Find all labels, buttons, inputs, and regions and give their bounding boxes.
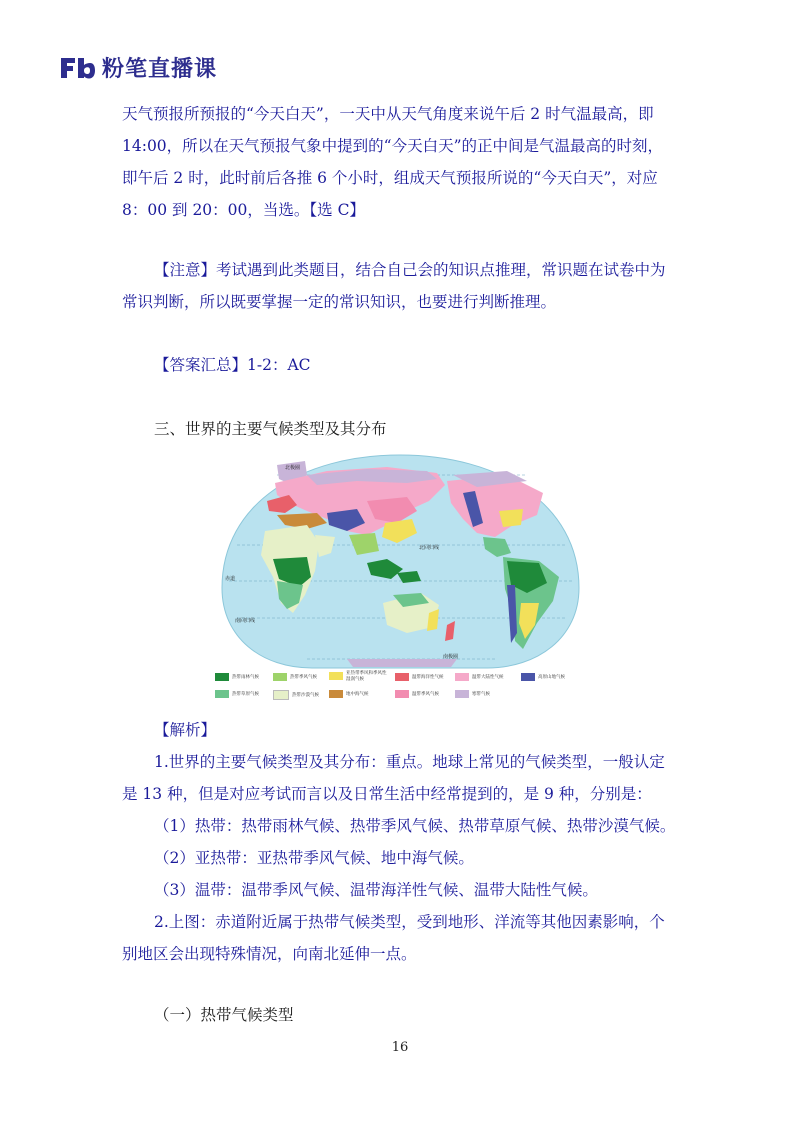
legend-item	[329, 670, 389, 682]
fenbi-logo-icon	[58, 55, 96, 81]
legend-swatch	[395, 673, 409, 681]
legend-label: 温带海洋性气候	[412, 675, 444, 680]
brand-name: 粉笔直播课	[102, 57, 218, 82]
equator-label: 赤道	[225, 576, 236, 582]
legend-item	[273, 690, 319, 700]
arctic-label: 北极圈	[285, 465, 301, 471]
legend-item	[273, 673, 317, 681]
legend-item	[521, 673, 565, 681]
text-line: （3）温带：温带季风气候、温带海洋性气候、温带大陆性气候。	[154, 881, 598, 899]
legend-swatch	[329, 690, 343, 698]
analysis-section	[122, 714, 682, 970]
text-line: 即午后 2 时，此时前后各推 6 个小时，组成天气预报所说的“今天白天”，对应	[122, 169, 658, 187]
legend-item	[329, 690, 369, 698]
text-line: 14:00，所以在天气预报气象中提到的“今天白天”的正中间是气温最高的时刻，	[122, 137, 664, 155]
antarctic-label: 南极圈	[443, 654, 459, 660]
legend-swatch	[329, 672, 343, 680]
text-line: 8：00 到 20：00，当选。【选 C】	[122, 201, 365, 219]
legend-label: 热带季风气候	[290, 675, 317, 680]
legend-label: 热带雨林气候	[232, 675, 259, 680]
legend-label: 亚热带季风和季风性湿润气候	[346, 671, 387, 682]
text-line: 【注意】考试遇到此类题目，结合自己会的知识点推理，常识题在试卷中为	[154, 261, 666, 279]
text-line: 2.上图：赤道附近属于热带气候类型，受到地形、洋流等其他因素影响，个	[154, 913, 665, 931]
legend-swatch	[215, 690, 229, 698]
text-line: 1.世界的主要气候类型及其分布：重点。地球上常见的气候类型，一般认定	[154, 753, 665, 771]
text-line: 是 13 种，但是对应考试而言以及日常生活中经常提到的，是 9 种，分别是：	[122, 785, 652, 803]
legend-swatch	[273, 690, 289, 700]
legend-item	[455, 690, 490, 698]
legend-swatch	[273, 673, 287, 681]
legend-label: 热带沙漠气候	[292, 693, 319, 698]
note-paragraph	[122, 254, 682, 318]
legend-label: 寒带气候	[472, 692, 490, 697]
legend-label: 地中海气候	[346, 692, 369, 697]
legend-label: 热带草原气候	[232, 692, 259, 697]
legend-item	[395, 690, 439, 698]
legend-label: 高原山地气候	[538, 675, 565, 680]
legend-swatch	[455, 690, 469, 698]
text-line: （1）热带：热带雨林气候、热带季风气候、热带草原气候、热带沙漠气候。	[154, 817, 676, 835]
analysis-heading: 【解析】	[154, 721, 217, 739]
answer-summary: 【答案汇总】1-2：AC	[154, 356, 311, 374]
legend-swatch	[215, 673, 229, 681]
tropic-cancer-label: 北回归线	[419, 545, 440, 551]
legend-swatch	[455, 673, 469, 681]
page-number: 16	[391, 1040, 409, 1055]
legend-item	[215, 690, 259, 698]
explanation-paragraph	[122, 98, 682, 226]
legend-item	[215, 673, 259, 681]
legend-item	[455, 673, 504, 681]
tropic-capricorn-label: 南回归线	[235, 618, 256, 624]
text-line: 天气预报所预报的“今天白天”，一天中从天气角度来说午后 2 时气温最高，即	[122, 105, 654, 123]
subsection-heading: （一）热带气候类型	[154, 1006, 294, 1024]
legend-label: 温带季风气候	[412, 692, 439, 697]
text-line: （2）亚热带：亚热带季风气候、地中海气候。	[154, 849, 474, 867]
brand-logo	[58, 52, 217, 83]
section-heading: 三、世界的主要气候类型及其分布	[154, 420, 387, 438]
legend-swatch	[521, 673, 535, 681]
legend-swatch	[395, 690, 409, 698]
text-line: 常识判断，所以既要掌握一定的常识知识，也要进行判断推理。	[122, 293, 557, 311]
legend-label: 温带大陆性气候	[472, 675, 504, 680]
legend-item	[395, 673, 444, 681]
text-line: 别地区会出现特殊情况，向南北延伸一点。	[122, 945, 417, 963]
